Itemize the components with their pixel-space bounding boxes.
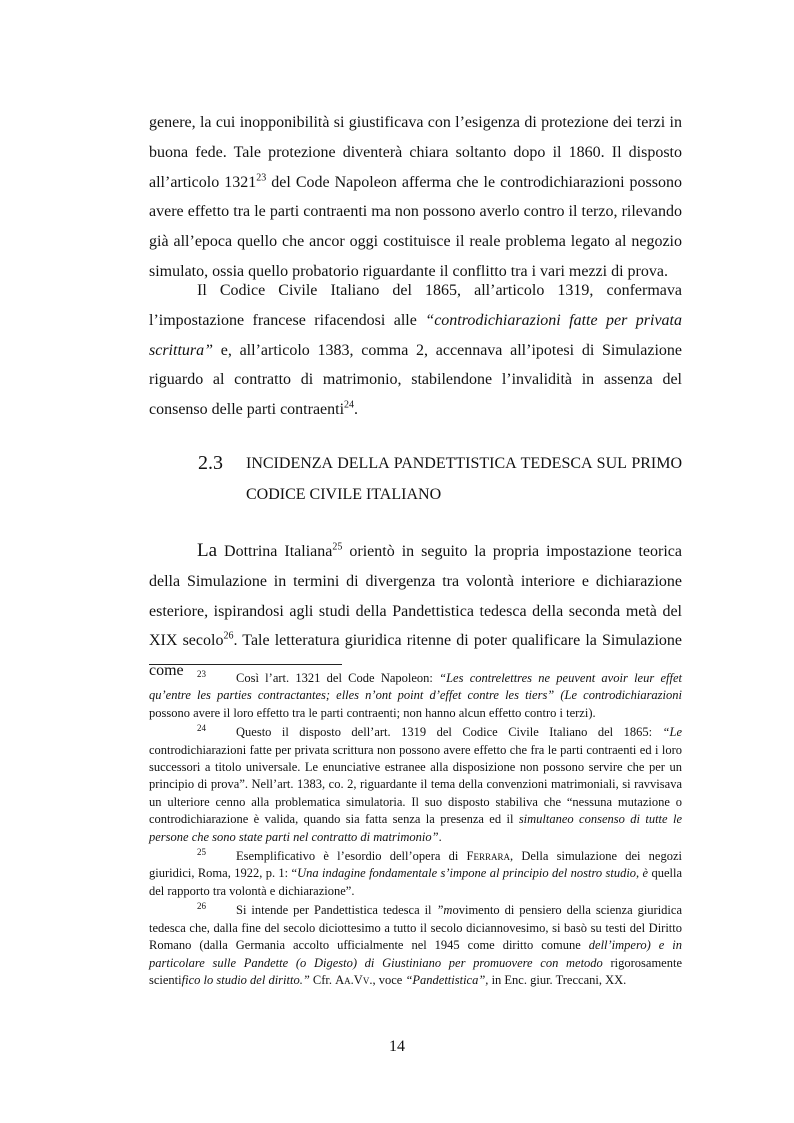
paragraph-3-initial: La bbox=[197, 540, 218, 561]
footnote-23 bbox=[149, 670, 682, 722]
footnote-ref-26[interactable]: 26 bbox=[223, 631, 234, 643]
footnote-ref-23[interactable]: 23 bbox=[256, 172, 267, 184]
paragraph-2-text-a: Il Codice Civile Italiano del 1865, all’articolo 1319, confermava l’impostazione francese rifacendosi alle bbox=[149, 282, 682, 329]
footnote-25-text-c: quella del rapporto tra volontà e dichiarazione”. bbox=[149, 866, 683, 898]
section-title: INCIDENZA DELLA PANDETTISTICA TEDESCA SUL PRIMO CODICE CIVILE ITALIANO bbox=[246, 455, 682, 503]
paragraph-2 bbox=[149, 276, 682, 425]
footnote-25-text-b: , Della simulazione dei negozi giuridici, Roma, 1922, p. 1: “ bbox=[149, 849, 682, 881]
paragraph-1-text-a: genere, la cui inopponibilità si giustificava con l’esigenza di protezione dei terzi in buona fede. Tale protezione diventerà chiara soltanto dopo il 1860. Il disposto all’articolo 1321 bbox=[149, 114, 682, 191]
footnote-number: 26 bbox=[197, 901, 206, 912]
section-number: 2.3 bbox=[198, 452, 223, 474]
section-heading bbox=[198, 448, 682, 510]
footnote-26-text-c: rigorosamente scienti bbox=[149, 955, 682, 987]
paragraph-1-text-b: del Code Napoleon afferma che le controdichiarazioni possono avere effetto tra le parti contraenti ma non possono averlo contro il terzo, rilevando già all’epoca quello che ancor oggi costituisce il reale problema legato al negozio simulato, ossia quello probatorio riguardante il conflitto tra i vari mezzi di prova. bbox=[149, 173, 683, 280]
footnote-ref-25[interactable]: 25 bbox=[332, 541, 343, 553]
footnote-24-quote: simultaneo consenso di tutte le persone che sono state parti nel contratto di matrimonio” bbox=[149, 812, 682, 844]
page-number: 14 bbox=[389, 1038, 405, 1055]
footnote-24-quote-open: “Le bbox=[662, 725, 682, 740]
footnote-ref-24[interactable]: 24 bbox=[344, 399, 355, 411]
footnote-26-quote-open: ”m bbox=[436, 903, 453, 918]
footnote-26-text-d: Cfr. bbox=[309, 972, 336, 987]
footnote-26-quote-3: “Pandettistica”, bbox=[405, 972, 489, 987]
footnote-25-author: Ferrara bbox=[466, 849, 510, 864]
footnote-24-text-b: controdichiarazioni fatte per privata scrittura non possono avere effetto che fra le parti contraenti ed i loro successori a titolo universale. Le enunciative estranee alla disposizione non possono servire che per un principio di prova”. Nell’art. 1383, co. 2, riguardante il tema della convenzioni matrimoniali, si ravvisava un ulteriore cenno alla problematica simulatoria. Il suo disposto stabiliva che “nessuna mutazione o controdichiarazione è valida, quando sia fatta senza la presenza ed il bbox=[149, 742, 682, 827]
footnote-25 bbox=[149, 848, 682, 900]
footnote-25-quote: Una indagine fondamentale s’impone al principio del nostro studio, è bbox=[297, 866, 649, 881]
footnote-number: 24 bbox=[197, 723, 206, 734]
footnote-26-author: Aa.Vv. bbox=[335, 972, 373, 987]
footnote-23-text-b: possono avere il loro effetto tra le parti contraenti; non hanno alcun effetto contro i terzi). bbox=[149, 705, 596, 720]
paragraph-2-text-c: . bbox=[354, 401, 359, 419]
paragraph-3-text-a: Dottrina Italiana bbox=[217, 543, 333, 560]
paragraph-2-text-b: e, all’articolo 1383, comma 2, accennava all’ipotesi di Simulazione riguardo al contratto di matrimonio, stabilendone l’invalidità in assenza del consenso delle parti contraenti bbox=[149, 341, 682, 419]
paragraph-3-text-b: orientò in seguito la propria impostazione teorica della Simulazione in termini di divergenza tra volontà interiore e dichiarazione esteriore, ispirandosi agli studi della Pandettistica tedesca della seconda metà del XIX secolo bbox=[149, 543, 682, 650]
footnotes bbox=[149, 670, 682, 991]
footnote-26-text-b: ovimento di pensiero della scienza giuridica tedesca che, dalla fine del secolo diciottesimo a tutto il secolo diciannovesimo, si basò su testi del Diritto Romano (dalla Germania accolto ufficialmente nel 1945 come diritto comune bbox=[149, 903, 682, 953]
footnote-23-quote: “Les contrelettres ne peuvent avoir leur effet qu’entre les parties contractantes; elles n’ont point d’effet contre les tiers” (Le controdichiarazioni bbox=[149, 671, 682, 703]
footnote-26-text-e: , voce bbox=[372, 972, 406, 987]
footnote-23-text-a: Così l’art. 1321 del Code Napoleon: bbox=[236, 671, 440, 685]
paragraph-3-text-c: . Tale letteratura giuridica ritenne di poter qualificare la Simulazione come bbox=[149, 632, 683, 680]
footnote-26 bbox=[149, 902, 682, 989]
footnote-26-quote-2: fico lo studio del diritto.” bbox=[181, 972, 310, 987]
footnote-25-text-a: Esemplificativo è l’esordio dell’opera di bbox=[236, 849, 467, 864]
footnote-24-text-c: . bbox=[438, 829, 442, 844]
footnote-24-text-a: Questo il disposto dell’art. 1319 del Codice Civile Italiano del 1865: bbox=[236, 725, 663, 740]
footnote-number: 23 bbox=[197, 668, 206, 679]
footnote-26-text-f: in Enc. giur. Treccani, XX. bbox=[488, 972, 627, 987]
footnote-26-quote: dell’impero) e in particolare sulle Pandette (o Digesto) di Giustiniano per promuovere con metodo bbox=[149, 938, 682, 970]
footnote-24 bbox=[149, 724, 682, 846]
footnote-separator bbox=[149, 664, 342, 665]
footnote-26-text-a: Si intende per Pandettistica tedesca il bbox=[236, 903, 437, 918]
footnote-number: 25 bbox=[197, 846, 206, 857]
paragraph-2-quote: “controdichiarazioni fatte per privata scrittura” bbox=[149, 311, 683, 359]
paragraph-1 bbox=[149, 108, 682, 287]
